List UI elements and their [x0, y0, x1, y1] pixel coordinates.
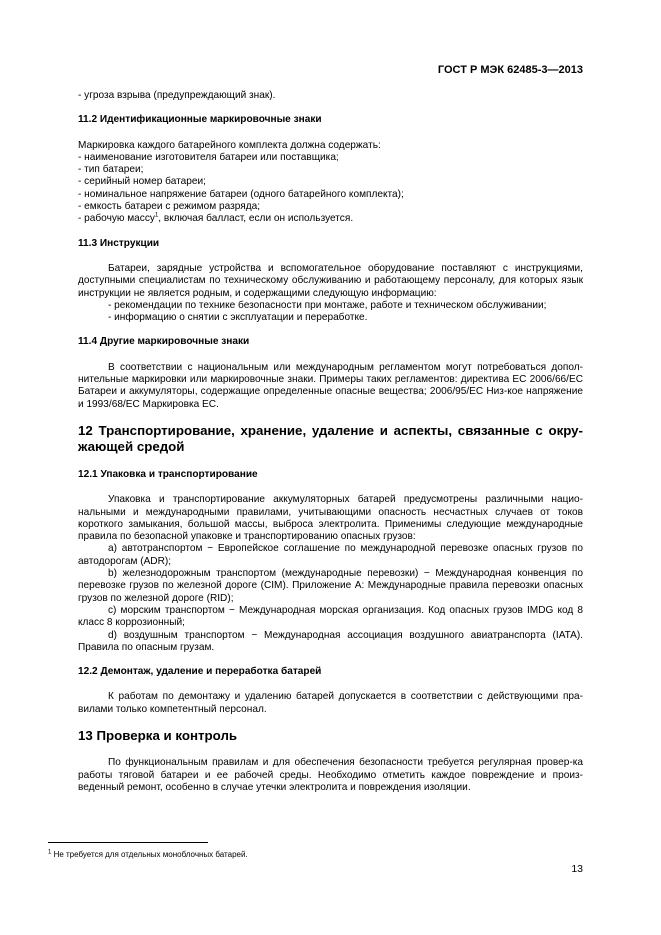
- section-11-2-lead: Маркировка каждого батарейного комплекта должна содержать:: [78, 139, 381, 151]
- section-13-heading-wrap: [78, 728, 583, 745]
- section-11-2-heading: 11.2 Идентификационные маркировочные знаки: [78, 114, 322, 126]
- section-12-1-heading: 12.1 Упаковка и транспортирование: [78, 468, 258, 480]
- section-13-heading: 13 Проверка и контроль: [78, 727, 238, 743]
- list-item-with-footnote: [78, 213, 583, 225]
- intro-list-item: - угроза взрыва (предупреждающий знак).: [78, 90, 276, 101]
- list-item-text-tail: , включая балласт, если он используется.: [158, 213, 354, 225]
- list-item: c) морским транспортом − Международная морская организация. Код опасных грузов IMDG код 8 класс 8 коррозионный;: [78, 604, 583, 629]
- list-item: b) железнодорожным транспортом (международные перевозки) − Международная конвенция по перевозке грузов по железной дороге (CIM). Приложение А: Международные правила перевозки опасных грузов по железной дороге (RID);: [78, 568, 583, 604]
- footnote-divider: [48, 842, 208, 843]
- section-11-3-heading: 11.3 Инструкции: [78, 237, 160, 249]
- section-11-3-paragraph: Батареи, зарядные устройства и вспомогательное оборудование поставляют с инструкциями, доступными специалистам по техническому обслуживанию и работающему персоналу, для которых язык инструкции не является родным, и содержащими следующую информацию:: [78, 262, 583, 299]
- page-content: [78, 90, 583, 794]
- footnote-mark: 1: [48, 849, 52, 856]
- list-item: - номинальное напряжение батареи (одного батарейного комплекта);: [78, 188, 404, 200]
- footnote-reference: 1: [154, 213, 159, 220]
- section-12-2-heading: 12.2 Демонтаж, удаление и переработка батарей: [78, 666, 322, 678]
- footnote-text: Не требуется для отдельных моноблочных батарей.: [51, 850, 248, 859]
- section-11-4-heading: 11.4 Другие маркировочные знаки: [78, 336, 250, 348]
- list-item-text: - рабочую массу: [78, 213, 155, 225]
- list-item: d) воздушным транспортом − Международная ассоциация воздушного авиатранспорта (IATA). Правила по опасным грузам.: [78, 629, 583, 653]
- list-item: - рекомендации по технике безопасности при монтаже, работе и техническом обслуживании;: [108, 299, 547, 311]
- page-number: 13: [571, 863, 583, 875]
- section-12-heading: 12 Транспортирование, хранение, удаление и аспекты, связанные с окру-жающей средой: [78, 422, 583, 455]
- document-header: ГОСТ Р МЭК 62485-3—2013: [437, 64, 583, 76]
- section-13-paragraph: По функциональным правилам и для обеспечения безопасности требуется регулярная провер-ка работы тяговой батареи и ее рабочей среды. Необходимо отметить каждое повреждение и произ-веденный ремонт, особенно в случае утечки электролита и повреждения изоляции.: [78, 757, 583, 794]
- list-item: - серийный номер батареи;: [78, 176, 206, 188]
- footnote: [48, 850, 248, 859]
- section-12-1-paragraph: Упаковка и транспортирование аккумуляторных батарей предусмотрены различными нацио-нальными и международными правилами, учитывающими опасность несчастных случаев от токов короткого замыкания, большой массы, выброса электролита. Применимы следующие международные правила по безопасной упаковке и транспортированию опасных грузов:: [78, 494, 583, 543]
- list-item: - емкость батареи с режимом разряда;: [78, 201, 260, 213]
- list-item: - информацию о снятии с эксплуатации и переработке.: [108, 312, 368, 324]
- list-item: - наименование изготовителя батареи или поставщика;: [78, 151, 339, 163]
- section-12-2-paragraph: К работам по демонтажу и удалению батарей допускается в соответствии с действующими пра-вилами только компетентный персонал.: [78, 691, 583, 715]
- list-item: - тип батареи;: [78, 164, 144, 176]
- list-item: a) автотранспортом − Европейское соглашение по международной перевозке опасных грузов по автодорогам (ADR);: [78, 543, 583, 567]
- section-12-heading-wrap: [78, 423, 583, 456]
- section-11-4-paragraph: В соответствии с национальным или международным регламентом могут потребоваться допол-нительные маркировки или маркировочные знаки. Примеры таких регламентов: директива ЕС 2006/66/ЕС Батареи и аккумуляторы, содержащие определенные опасные вещества; 2006/95/ЕС Низ-кое напряжение и 1993/68/ЕС Маркировка ЕС.: [78, 361, 583, 410]
